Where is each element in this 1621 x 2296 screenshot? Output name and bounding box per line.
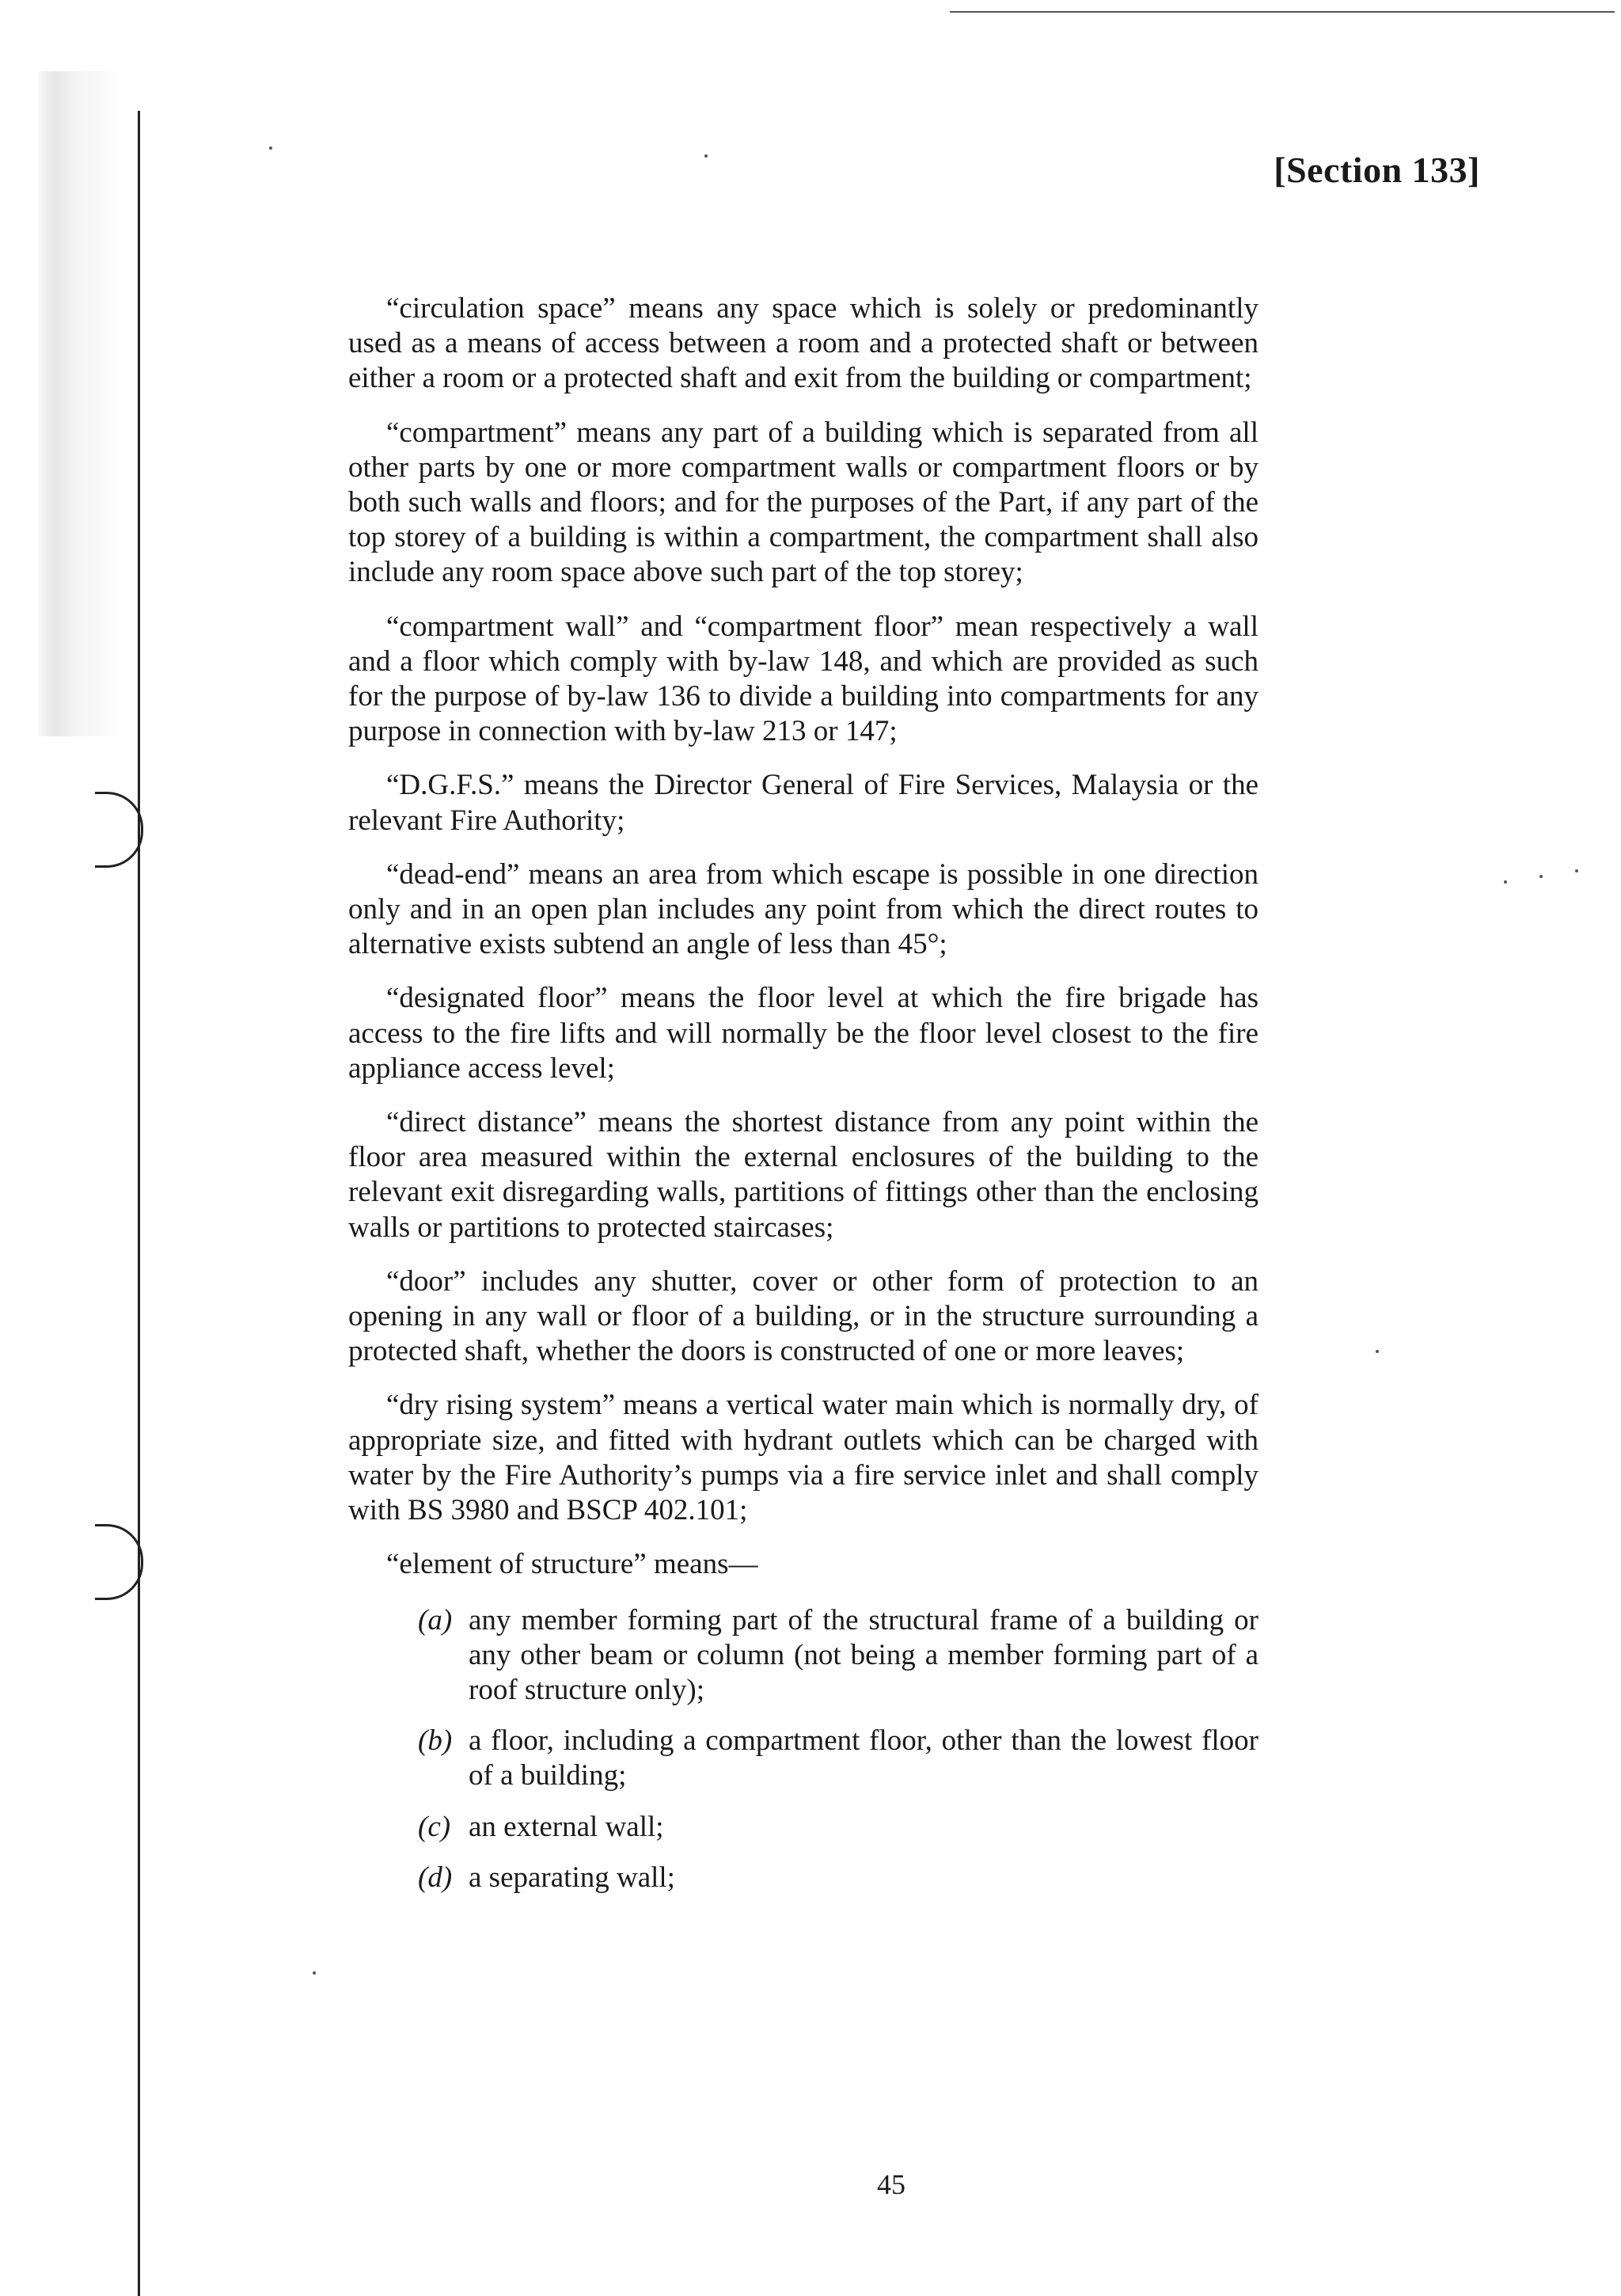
definition-dead-end: “dead-end” means an area from which escape is possible in one direction only and in an open plan includes any point from which the direct routes to alternative exists subtend an angle of less than 45°; — [348, 857, 1258, 961]
definition-direct-distance: “direct distance” means the shortest distance from any point within the floor area measured within the external enclosures of the building to the relevant exit disregarding walls, partitions of fittings other than the enclosing walls or partitions to protected staircases; — [348, 1106, 1258, 1244]
list-item-text: a floor, including a compartment floor, other than the lowest floor of a building; — [469, 1724, 1258, 1792]
list-item-label: (a) — [418, 1603, 453, 1636]
page-number: 45 — [877, 2169, 905, 2200]
binding-shadow — [38, 71, 125, 736]
scan-speck — [1376, 1350, 1379, 1353]
definition-dry-rising-system: “dry rising system” means a vertical water main which is normally dry, of appropriate size, and fitted with hydrant outlets which can be charged with water by the Fire Authority’s pumps via a fire service inlet and shall comply with BS 3980 and BSCP 402.101; — [348, 1389, 1258, 1527]
definition-designated-floor: “designated floor” means the floor level at which the fire brigade has access to the fire lifts and will normally be the floor level closest to the fire appliance access level; — [348, 982, 1258, 1085]
binding-line — [138, 111, 140, 2296]
definition-circulation-space: “circulation space” means any space which is solely or predominantly used as a means of access between a room and a protected shaft or between either a room or a protected shaft and exit from the building or compartment; — [348, 292, 1258, 395]
list-item — [348, 1724, 1258, 1793]
scan-speck — [1504, 880, 1507, 884]
top-rule — [950, 11, 1615, 13]
definition-dgfs: “D.G.F.S.” means the Director General of Fire Services, Malaysia or the relevant Fire Authority; — [348, 769, 1258, 837]
list-item — [348, 1861, 1258, 1895]
scan-speck — [1575, 869, 1578, 872]
definition-compartment-wall: “compartment wall” and “compartment floor” mean respectively a wall and a floor which comply with by-law 148, and which are provided as such for the purpose of by-law 136 to divide a building into compartments for any purpose in connection with by-law 213 or 147; — [348, 610, 1258, 748]
list-item — [348, 1603, 1258, 1709]
binder-ring-icon — [95, 1524, 143, 1600]
definition-element-of-structure: “element of structure” means— — [386, 1548, 758, 1581]
list-item-label: (b) — [418, 1724, 453, 1758]
list-item-label: (d) — [418, 1861, 453, 1894]
document-body — [348, 291, 1258, 1911]
list-item-label: (c) — [418, 1810, 451, 1843]
list-item-text: a separating wall; — [469, 1861, 675, 1894]
scan-speck — [704, 154, 708, 158]
binder-ring-icon — [95, 792, 143, 868]
scan-speck — [313, 1971, 316, 1975]
list-item-text: any member forming part of the structural frame of a building or any other beam or column (not being a member forming part of a roof structure only); — [469, 1603, 1258, 1706]
definition-compartment: “compartment” means any part of a building which is separated from all other parts by one or more compartment walls or compartment floors or by both such walls and floors; and for the purposes of the Part, if any part of the top storey of a building is within a compartment, the compartment shall also include any room space above such part of the top storey; — [348, 416, 1258, 589]
list-item-text: an external wall; — [469, 1810, 664, 1843]
section-header: [Section 133] — [1274, 150, 1480, 190]
scan-speck — [269, 146, 272, 150]
scan-speck — [1539, 875, 1543, 878]
definition-door: “door” includes any shutter, cover or other form of protection to an opening in any wall or floor of a building, or in the structure surrounding a protected shaft, whether the doors is constructed of one or more leaves; — [348, 1264, 1258, 1368]
list-item — [348, 1810, 1258, 1845]
